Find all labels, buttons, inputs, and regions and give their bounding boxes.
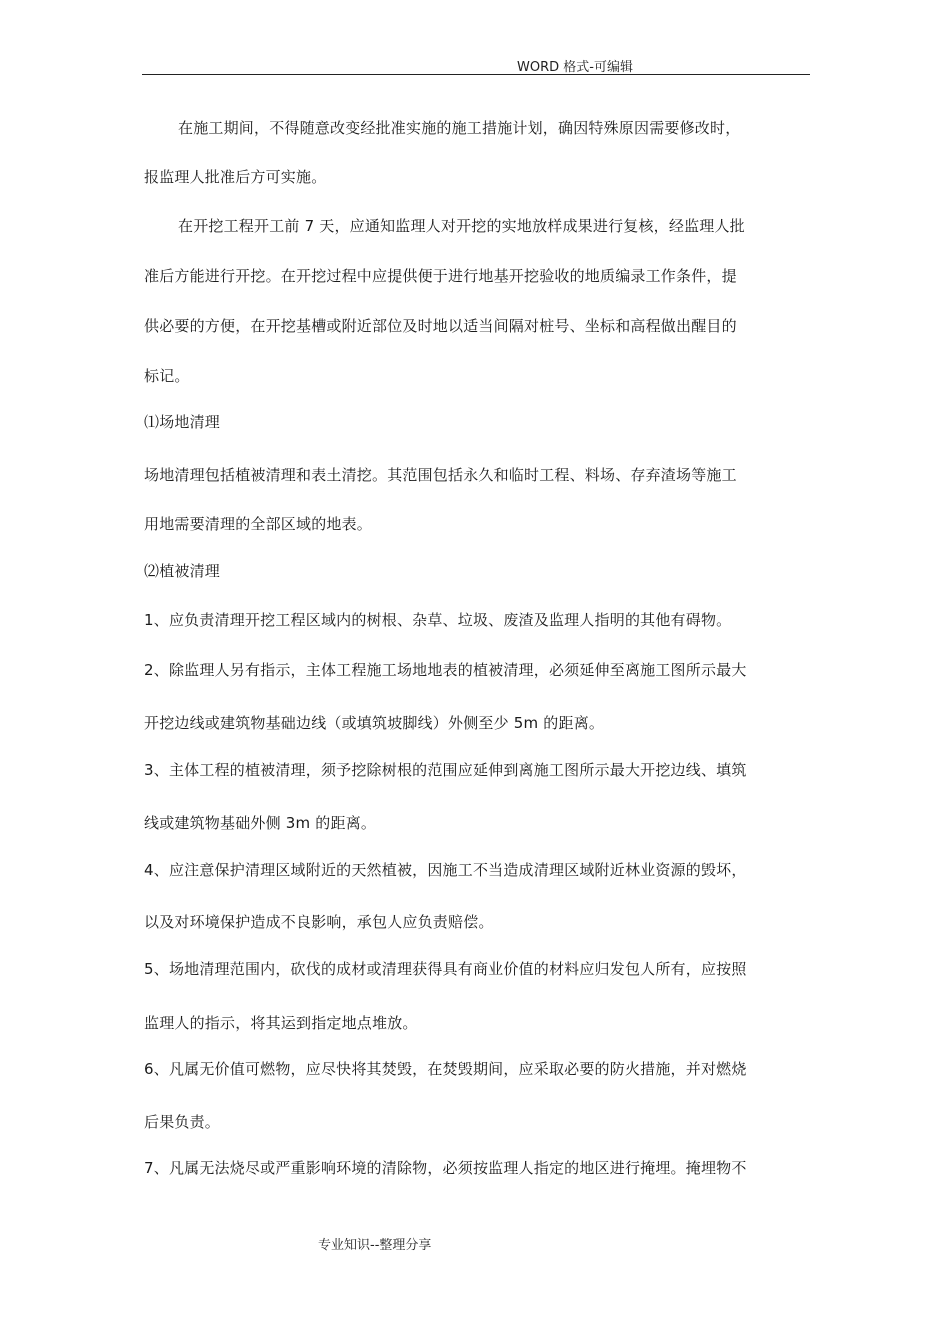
paragraph-line: 供必要的方便，在开挖基槽或附近部位及时地以适当间隔对桩号、坐标和高程做出醒目的 bbox=[144, 317, 737, 335]
paragraph-line: 用地需要清理的全部区域的地表。 bbox=[144, 515, 373, 533]
list-item: 1、应负责清理开挖工程区域内的树根、杂草、垃圾、废渣及监理人指明的其他有碍物。 bbox=[144, 611, 732, 629]
page-footer: 专业知识--整理分享 bbox=[318, 1238, 432, 1253]
list-item: 6、凡属无价值可燃物，应尽快将其焚毁，在焚毁期间，应采取必要的防火措施，并对燃烧 bbox=[144, 1060, 747, 1078]
list-item-continuation: 线或建筑物基础外侧 3m 的距离。 bbox=[144, 814, 377, 832]
section-heading: ⑵植被清理 bbox=[144, 562, 221, 580]
list-item: 3、主体工程的植被清理，须予挖除树根的范围应延伸到离施工图所示最大开挖边线、填筑 bbox=[144, 761, 747, 779]
paragraph-line: 准后方能进行开挖。在开挖过程中应提供便于进行地基开挖验收的地质编录工作条件，提 bbox=[144, 267, 737, 285]
list-item: 7、凡属无法烧尽或严重影响环境的清除物，必须按监理人指定的地区进行掩埋。掩埋物不 bbox=[144, 1159, 747, 1177]
list-item: 4、应注意保护清理区域附近的天然植被，因施工不当造成清理区域附近林业资源的毁坏， bbox=[144, 861, 747, 879]
page-header bbox=[142, 52, 810, 75]
paragraph-line: 报监理人批准后方可实施。 bbox=[144, 168, 327, 186]
list-item-continuation: 后果负责。 bbox=[144, 1113, 221, 1131]
header-text: WORD 格式-可编辑 bbox=[517, 60, 633, 75]
paragraph-line: 在施工期间，不得随意改变经批准实施的施工措施计划，确因特殊原因需要修改时， bbox=[178, 119, 741, 137]
list-item-continuation: 开挖边线或建筑物基础边线（或填筑坡脚线）外侧至少 5m 的距离。 bbox=[144, 714, 605, 732]
paragraph-line: 在开挖工程开工前 7 天，应通知监理人对开挖的实地放样成果进行复核，经监理人批 bbox=[178, 217, 745, 235]
list-item-continuation: 监理人的指示，将其运到指定地点堆放。 bbox=[144, 1014, 418, 1032]
paragraph-line: 场地清理包括植被清理和表土清挖。其范围包括永久和临时工程、料场、存弃渣场等施工 bbox=[144, 466, 737, 484]
list-item-continuation: 以及对环境保护造成不良影响，承包人应负责赔偿。 bbox=[144, 913, 494, 931]
list-item: 2、除监理人另有指示，主体工程施工场地地表的植被清理，必须延伸至离施工图所示最大 bbox=[144, 661, 747, 679]
paragraph-line: 标记。 bbox=[144, 367, 190, 385]
section-heading: ⑴场地清理 bbox=[144, 413, 221, 431]
list-item: 5、场地清理范围内，砍伐的成材或清理获得具有商业价值的材料应归发包人所有，应按照 bbox=[144, 960, 747, 978]
